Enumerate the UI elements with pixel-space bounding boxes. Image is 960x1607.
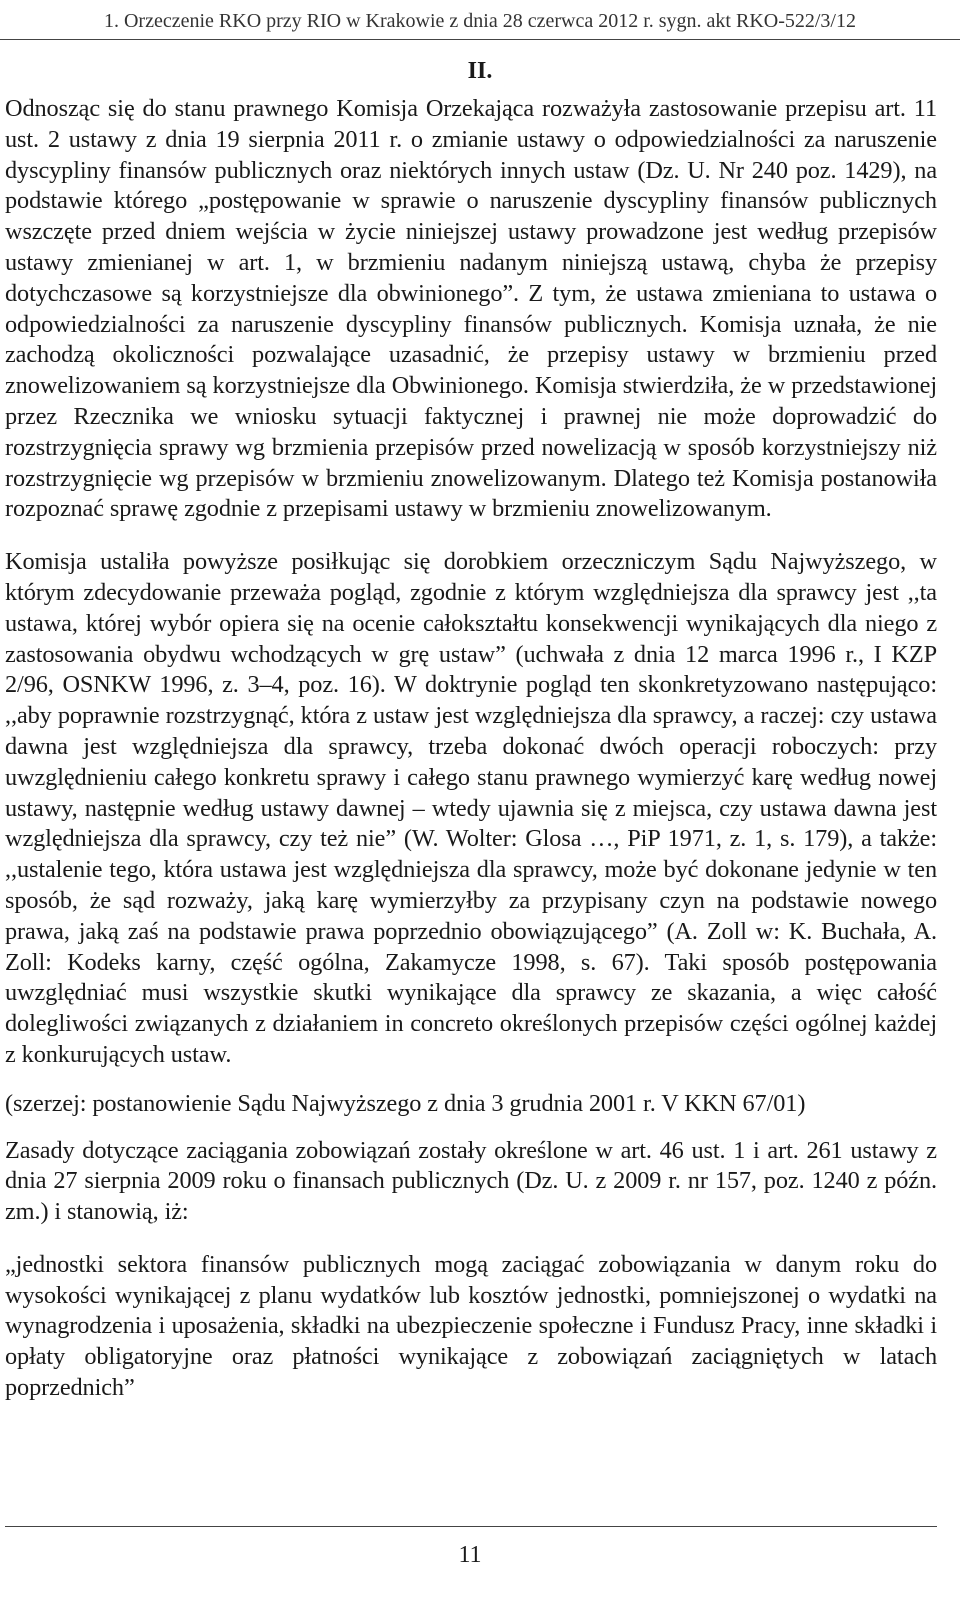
- paragraph-quote: „jednostki sektora finansów publicznych mogą zaciągać zobowiązania w danym roku do wysokości wynikającej z planu wydatków lub kosztów jednostki, pomniejszonej o wydatki na wynagrodzenia i uposażenia, składki na ubezpieczenie społeczne i Fundusz Pracy, inne składki i opłaty obligatoryjne oraz płatności wynikające z zobowiązań zaciągniętych w latach poprzednich”: [5, 1250, 937, 1402]
- section-number: II.: [467, 58, 493, 84]
- paragraph-citation: (szerzej: postanowienie Sądu Najwyższego z dnia 3 grudnia 2001 r. V KKN 67/01): [5, 1089, 806, 1117]
- footer-divider: [5, 1526, 937, 1527]
- paragraph-legal-state: Odnosząc się do stanu prawnego Komisja Orzekająca rozważyła zastosowanie przepisu art. 11 ust. 2 ustawy z dnia 19 sierpnia 2011 r. o zmianie ustawy o odpowiedzialności za naruszenie dyscypliny finansów publicznych oraz niektórych innych ustaw (Dz. U. Nr 240 poz. 1429), na podstawie którego „postępowanie w sprawie o naruszenie dyscypliny finansów publicznych wszczęte przed dniem wejścia w życie niniejszej ustawy prowadzone jest według przepisów ustawy zmienianej w art. 1, w brzmieniu nadanym niniejszą ustawą, chyba że przepisy dotychczasowe są korzystniejsze dla obwinionego”. Z tym, że ustawa zmieniana to ustawa o odpowiedzialności za naruszenie dyscypliny finansów publicznych. Komisja uznała, że nie zachodzą okoliczności pozwalające uzasadnić, że przepisy ustawy w brzmieniu przed znowelizowaniem są korzystniejsze dla Obwinionego. Komisja stwierdziła, że w przedstawionej przez Rzecznika we wniosku sytuacji faktycznej i prawnej nie może doprowadzić do rozstrzygnięcia sprawy wg brzmienia przepisów przed nowelizacją w sposób korzystniejszy niż rozstrzygnięcie wg przepisów w brzmieniu znowelizowanym. Dlatego też Komisja postanowiła rozpoznać sprawę zgodnie z przepisami ustawy w brzmieniu znowelizowanym.: [5, 95, 937, 523]
- running-header: 1. Orzeczenie RKO przy RIO w Krakowie z dnia 28 czerwca 2012 r. sygn. akt RKO-522/3/12: [0, 2, 960, 40]
- document-body: [5, 94, 937, 1404]
- page-number: 11: [458, 1542, 482, 1568]
- paragraph-case-law: Komisja ustaliła powyższe posiłkując się dorobkiem orzeczniczym Sądu Najwyższego, w którym zdecydowanie przeważa pogląd, zgodnie z którym względniejsza dla sprawcy jest ,,ta ustawa, której wybór opiera się na ocenie całokształtu konsekwencji wynikających dla niego z zastosowania obydwu wchodzących w grę ustaw” (uchwała z dnia 12 marca 1996 r., I KZP 2/96, OSNKW 1996, z. 3–4, poz. 16). W doktrynie pogląd ten skonkretyzowano następująco: ,,aby poprawnie rozstrzygnąć, która z ustaw jest względniejsza dla sprawcy, a raczej: czy ustawa dawna jest względniejsza dla sprawcy, trzeba dokonać dwóch operacji roboczych: przy uwzględnieniu całego konkretu sprawy i całego stanu prawnego wymierzyć karę według nowej ustawy, następnie według ustawy dawnej – wtedy ujawnia się z miejsca, czy ustawa dawna jest względniejsza dla sprawcy, czy też nie” (W. Wolter: Glosa …, PiP 1971, z. 1, s. 179), a także: ,,ustalenie tego, która ustawa jest względniejsza dla sprawcy, może być dokonane jedynie w ten sposób, że sąd rozważy, jaką karę wymierzyłby za przypisany czyn na podstawie nowego prawa, jaką zaś na podstawie prawa poprzednio obowiązującego” (A. Zoll w: K. Buchała, A. Zoll: Kodeks karny, część ogólna, Zakamycze 1998, s. 67). Taki sposób postępowania uwzględniać musi wszystkie skutki wynikające dla sprawcy ze skazania, a więc całość dolegliwości związanych z działaniem in concreto określonych przepisów części ogólnej każdej z konkurujących ustaw.: [5, 548, 937, 1068]
- paragraph-rules: Zasady dotyczące zaciągania zobowiązań zostały określone w art. 46 ust. 1 i art. 261 ustawy z dnia 27 sierpnia 2009 roku o finansach publicznych (Dz. U. z 2009 r. nr 157, poz. 1240 z późn. zm.) i stanowią, iż:: [5, 1136, 937, 1226]
